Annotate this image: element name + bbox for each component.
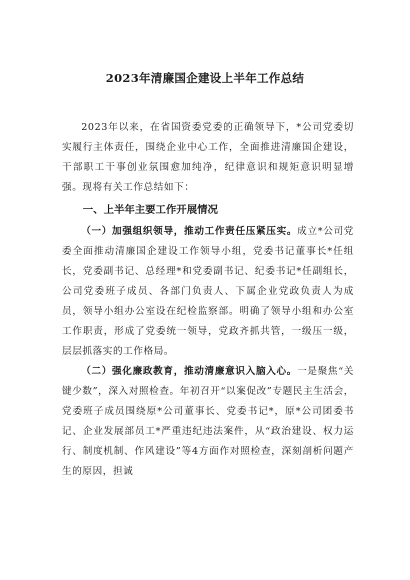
document-title: 2023年清廉国企建设上半年工作总结 xyxy=(105,71,305,85)
item-1-body: 成立*公司党委全面推动清廉国企建设工作领导小组，党委书记董事长*任组长，党委副书记、总经理*和党委副书记、纪委书记*任副组长，公司党委班子成员、各部门负责人、下属企业党政负责人为成员，领导小组办公室设在纪检监察部。明确了领导小组和办公室工作职责，形成了党委统一领导，党政齐抓共管，一级压一级，层层抓落实的工作格局。 xyxy=(62,226,354,357)
item-2-lead: （二）强化廉政教育，推动清廉意识入脑入心。 xyxy=(81,366,298,377)
document-body xyxy=(62,118,354,482)
intro-paragraph: 2023年以来，在省国资委党委的正确领导下，*公司党委切实履行主体责任，围绕企业中心工作，全面推进清廉国企建设，干部职工干事创业氛围愈加纯净，纪律意识和规矩意识明显增强。现将有关工作总结如下： xyxy=(62,122,354,193)
item-2-body: 一是聚焦“关键少数”，深入对照检查。年初召开“以案促改”专题民主生活会，党委班子成员围绕原*公司董事长、党委书记*，原*公司团委书记、企业发展部员工*严重违纪违法案件，从“政治建设、权力运行、制度机制、作风建设”等4方面作对照检查，深刻剖析问题产生的原因，担诚 xyxy=(62,366,354,477)
section-heading: 一、上半年主要工作开展情况 xyxy=(82,204,218,216)
item-1-paragraph xyxy=(62,222,354,362)
item-1-lead: （一）加强组织领导，推动工作责任压紧压实。 xyxy=(81,226,298,237)
item-2-paragraph xyxy=(62,362,354,482)
